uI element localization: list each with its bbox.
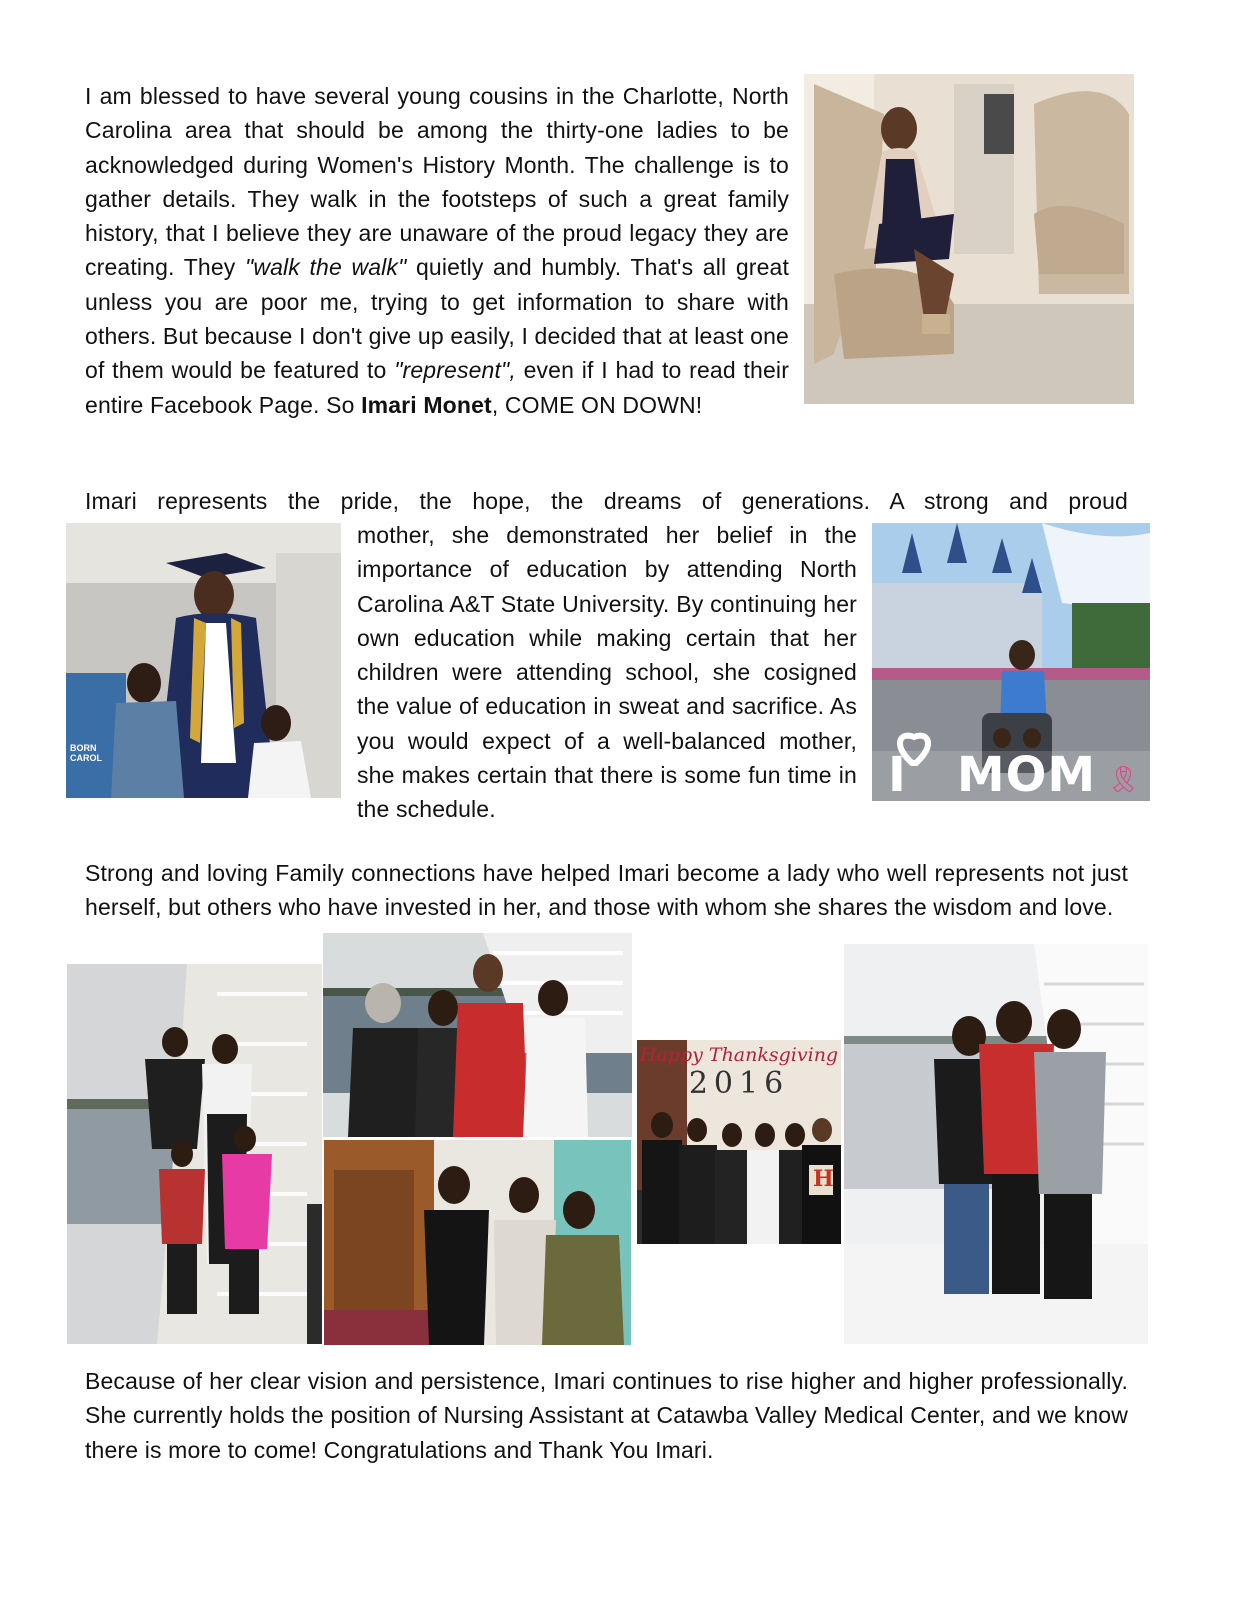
family-text: Strong and loving Family connections have helped Imari become a lady who well represents not just herself, but others who have invested in her, and those with whom she shares the wisdom and love. <box>85 860 1128 921</box>
thanksgiving-caption: Happy Thanksgiving <box>639 1044 839 1066</box>
graduation-photo <box>66 523 341 798</box>
graduation-banner-text: BORN CAROL <box>70 743 102 763</box>
intro-paragraph <box>85 79 789 422</box>
walk-the-walk-phrase: "walk the walk" <box>245 254 407 281</box>
intro-text: I am blessed to have several young cousins in the Charlotte, North Carolina area that should be among the thirty-one ladies to be acknowledged during Women's History Month. The challenge is to gather details. They walk in the footsteps of such a great family history, that I believe they are unaware of the proud legacy they are creating. They <box>85 83 789 281</box>
i-love-mom-banner: I MOM <box>888 747 1097 801</box>
stairs-family-photo <box>67 964 322 1344</box>
represent-phrase: "represent", <box>394 357 516 384</box>
closing-paragraph <box>85 1364 1128 1467</box>
lakeside-group-photo <box>323 933 632 1137</box>
pride-paragraph-first-line <box>85 484 1128 518</box>
jacket-letter: H <box>813 1166 834 1192</box>
intro-text-after-represent: even if I had to read their entire Facebook Page. So <box>85 357 790 418</box>
closing-text: Because of her clear vision and persistence, Imari continues to rise higher and higher professionally. She currently holds the position of Nursing Assistant at Catawba Valley Medical Center, and we know there is more to come! Congratulations and Thank You Imari. <box>85 1368 1128 1463</box>
mom-banner-text: MOM <box>956 747 1097 801</box>
castle-mom-photo <box>872 523 1150 801</box>
family-paragraph <box>85 856 1128 925</box>
dock-three-ladies-photo <box>844 944 1148 1344</box>
intro-text-continued: quietly and humbly. That's all great unless you are poor me, trying to get information to share with others. But because I don't give up easily, I decided that at least one of them would be featured to <box>85 254 789 384</box>
pride-paragraph-body <box>357 518 857 827</box>
pride-body-text: mother, she demonstrated her belief in the importance of education by attending North Carolina A&T State University. By continuing her own education while making certain that her children were attending school, she cosigned the value of education in sweat and sacrifice. As you would expect of a well-balanced mother, she makes certain that there is some fun time in the schedule. <box>357 522 857 823</box>
pink-ribbon-icon: 🎗 <box>1106 764 1140 794</box>
thanksgiving-group-photo <box>637 1040 841 1244</box>
pointing-ladies-photo <box>324 1140 631 1345</box>
pride-line-text: Imari represents the pride, the hope, the dreams of generations. A strong and proud <box>85 488 1128 514</box>
featured-name: Imari Monet <box>361 391 492 418</box>
thanksgiving-year: 2016 <box>688 1066 790 1101</box>
intro-closing: , COME ON DOWN! <box>491 391 703 418</box>
seated-portrait-photo <box>804 74 1134 404</box>
